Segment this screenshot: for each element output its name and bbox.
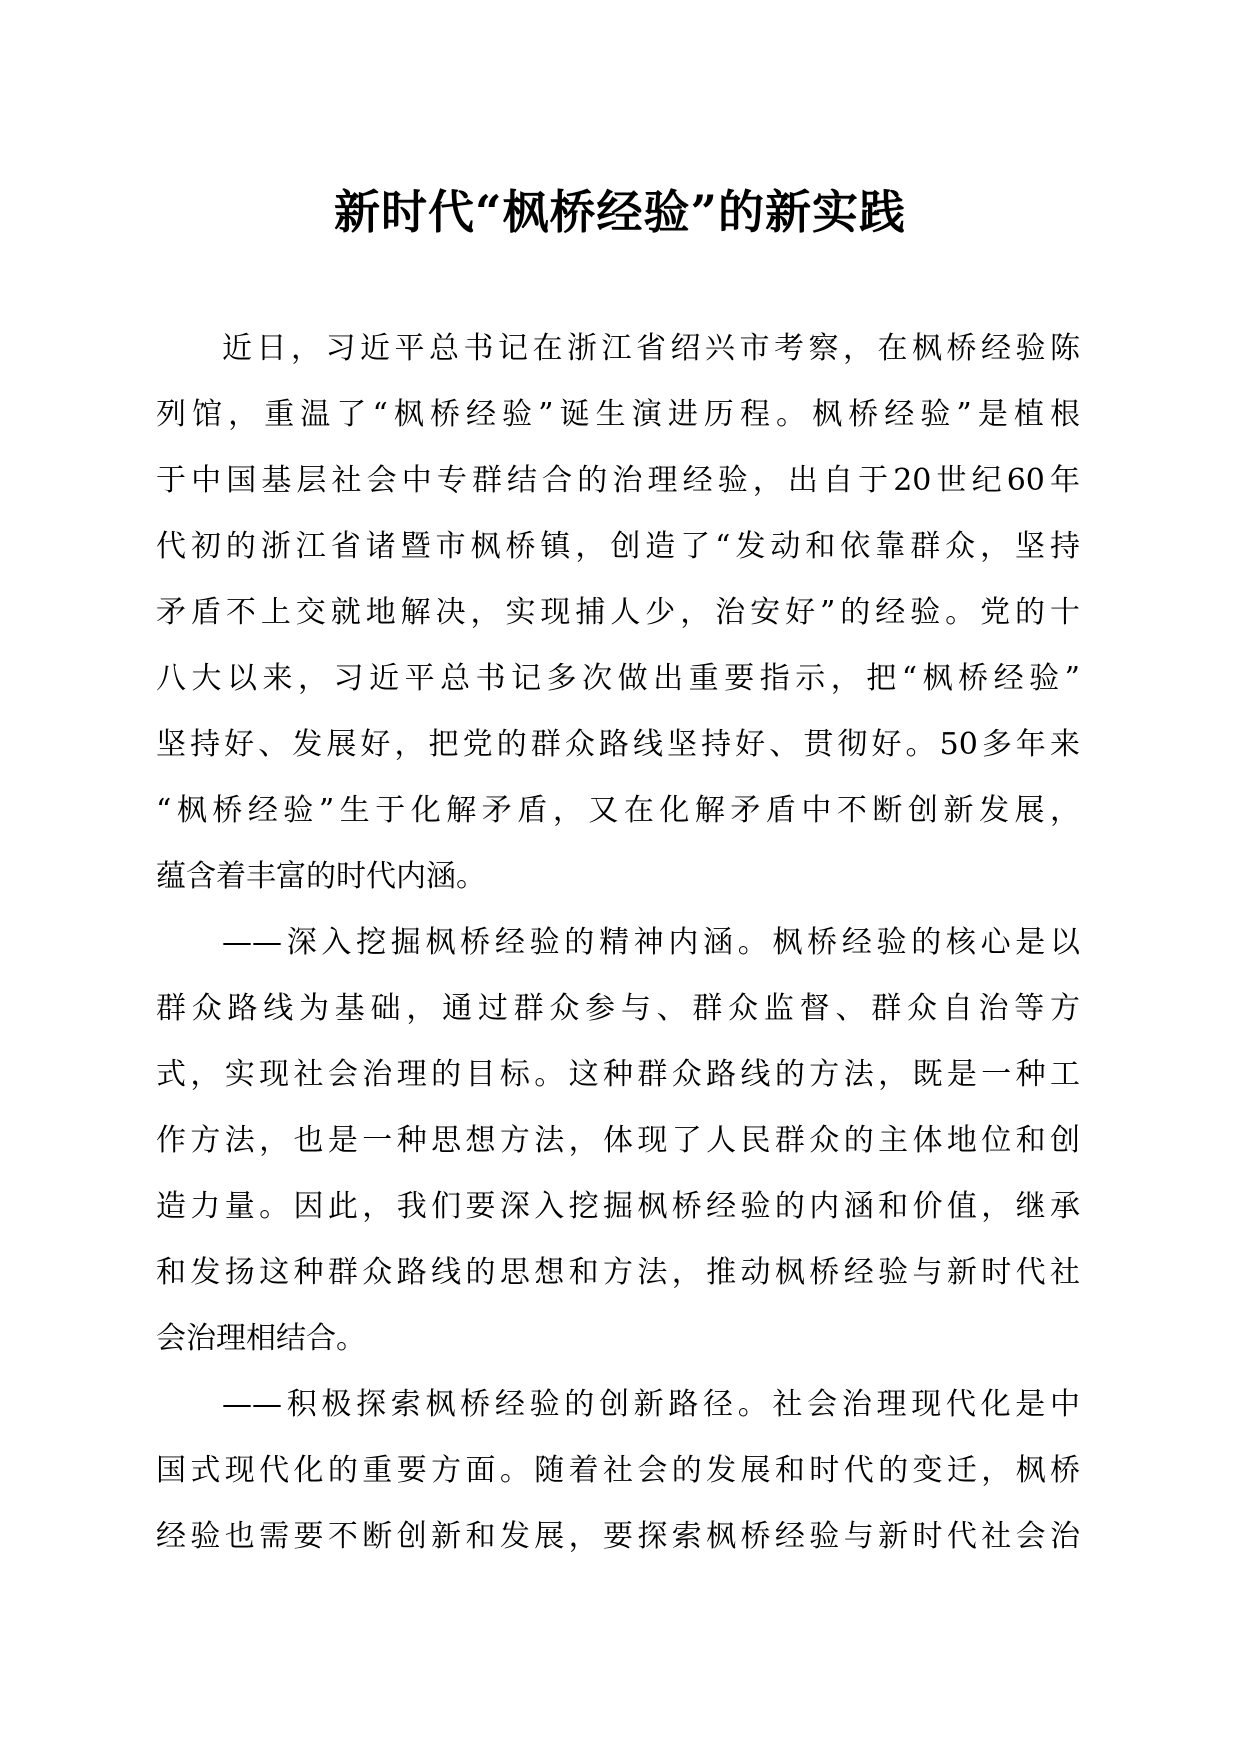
text-line: 经验也需要不断创新和发展，要探索枫桥经验与新时代社会治: [156, 1519, 1080, 1554]
text-line: 于中国基层社会中专群结合的治理经验，出自于20世纪60年: [156, 463, 1080, 498]
text-line: 造力量。因此，我们要深入挖掘枫桥经验的内涵和价值，继承: [156, 1189, 1080, 1224]
text-line: 式，实现社会治理的目标。这种群众路线的方法，既是一种工: [156, 1057, 1080, 1092]
text-line: 蕴含着丰富的时代内涵。: [156, 859, 486, 894]
text-line: 作方法，也是一种思想方法，体现了人民群众的主体地位和创: [156, 1123, 1080, 1158]
text-line: 代初的浙江省诸暨市枫桥镇，创造了“发动和依靠群众，坚持: [156, 529, 1080, 564]
text-line: “枫桥经验”生于化解矛盾，又在化解矛盾中不断创新发展，: [156, 793, 1080, 828]
text-line: 和发扬这种群众路线的思想和方法，推动枫桥经验与新时代社: [156, 1255, 1080, 1290]
text-line: 列馆，重温了“枫桥经验”诞生演进历程。枫桥经验”是植根: [156, 397, 1080, 432]
text-line: 会治理相结合。: [156, 1321, 366, 1356]
page-title: 新时代“枫桥经验”的新实践: [334, 185, 906, 239]
text-line: 群众路线为基础，通过群众参与、群众监督、群众自治等方: [156, 991, 1080, 1026]
text-line: ——深入挖掘枫桥经验的精神内涵。枫桥经验的核心是以: [222, 925, 1080, 960]
text-line: 近日，习近平总书记在浙江省绍兴市考察，在枫桥经验陈: [222, 331, 1080, 366]
document-body: [156, 316, 1080, 1570]
text-line: ——积极探索枫桥经验的创新路径。社会治理现代化是中: [222, 1387, 1080, 1422]
text-line: 坚持好、发展好，把党的群众路线坚持好、贯彻好。50多年来: [156, 727, 1080, 762]
text-line: 八大以来，习近平总书记多次做出重要指示，把“枫桥经验”: [156, 661, 1080, 696]
text-line: 矛盾不上交就地解决，实现捕人少，治安好”的经验。党的十: [156, 595, 1080, 630]
text-line: 国式现代化的重要方面。随着社会的发展和时代的变迁，枫桥: [156, 1453, 1080, 1488]
